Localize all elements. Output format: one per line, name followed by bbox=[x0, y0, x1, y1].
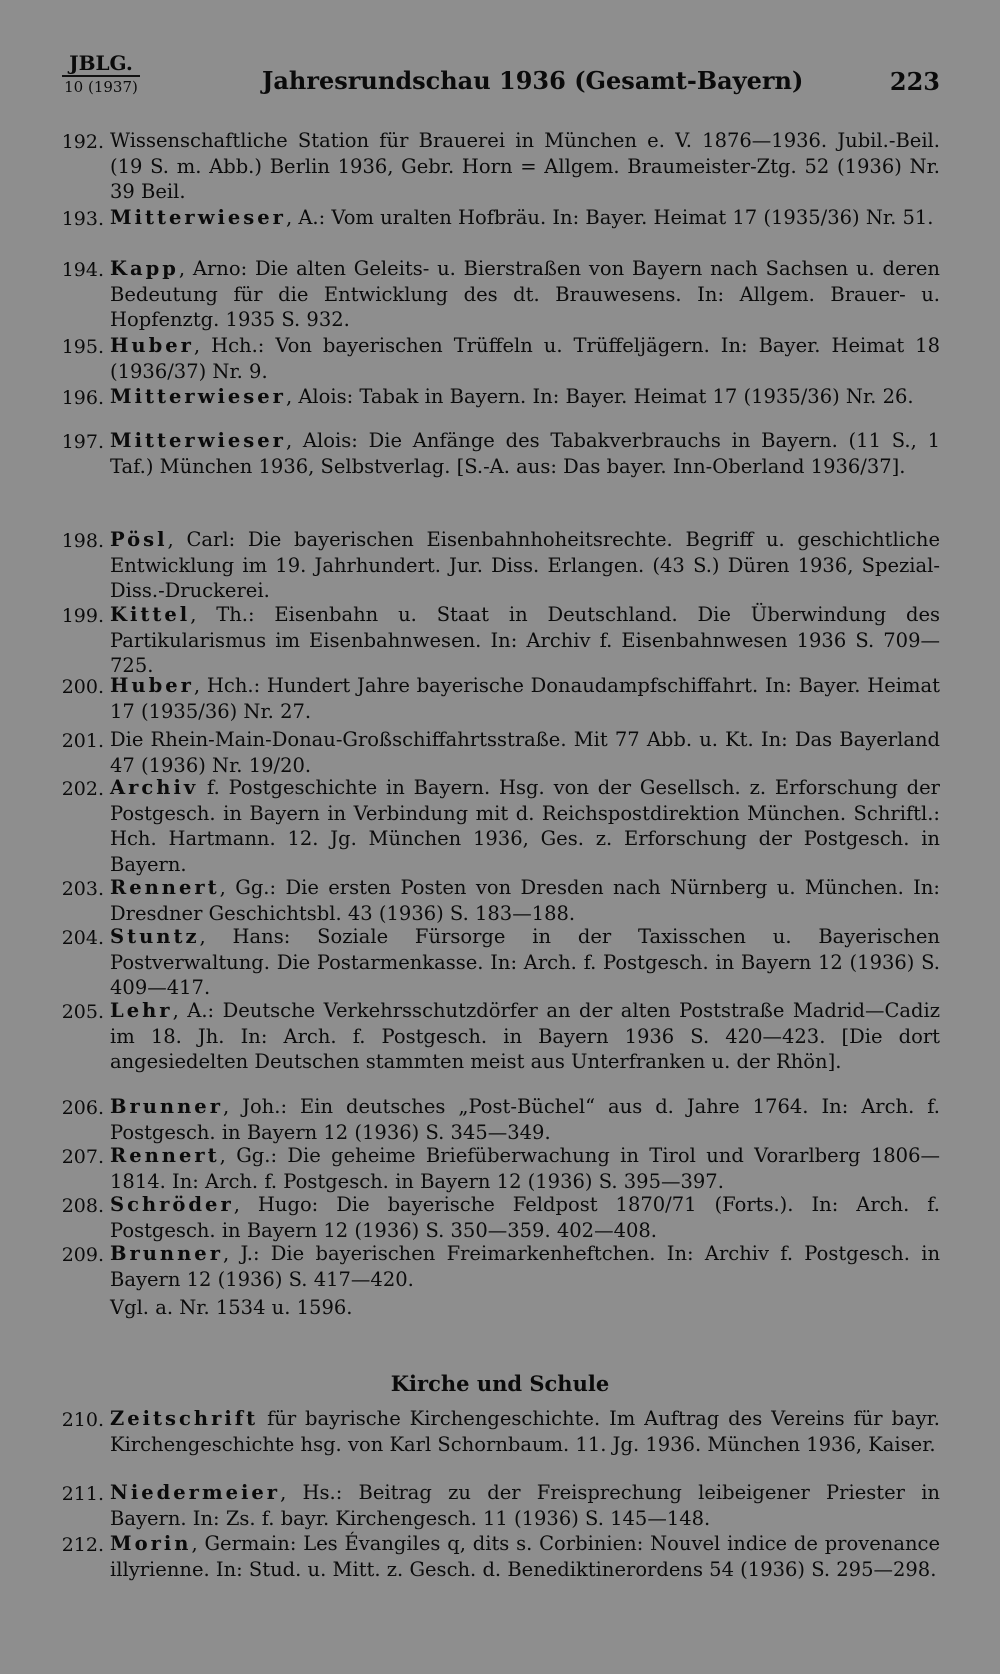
entry-number: 209. bbox=[61, 1244, 104, 1266]
entry-text: , Th.: Eisenbahn u. Staat in Deutschland. Die Überwindung des Partikularismus im Eisenbahnwesen. In: Archiv f. Eisenbahnwesen 1936 S. 709—725. bbox=[110, 603, 940, 678]
bibliography-entry bbox=[0, 1094, 1000, 1145]
entry-text: , A.: Deutsche Verkehrsschutzdörfer an der alten Poststraße Madrid—Cadiz im 18. Jh. In: Arch. f. Postgesch. in Bayern 1936 S. 420—423. [Die dort angesiedelten Deutschen stammten meist aus Unterfranken u. der Rhön]. bbox=[110, 999, 940, 1074]
bibliography-entry bbox=[0, 924, 1000, 1001]
cross-reference: Vgl. a. Nr. 1534 u. 1596. bbox=[110, 1296, 353, 1319]
entry-author: Lehr bbox=[110, 999, 173, 1022]
entry-text: Die Rhein-Main-Donau-Großschiffahrtsstraße. Mit 77 Abb. u. Kt. In: Das Bayerland 47 (1936) Nr. 19/20. bbox=[110, 728, 940, 777]
bibliography-entry bbox=[0, 727, 1000, 778]
entry-text: , Alois: Tabak in Bayern. In: Bayer. Heimat 17 (1935/36) Nr. 26. bbox=[285, 385, 914, 408]
entry-number: 192. bbox=[61, 131, 104, 153]
entry-author: Brunner bbox=[110, 1242, 223, 1265]
bibliography-entry bbox=[0, 128, 1000, 205]
running-title: Jahresrundschau 1936 (Gesamt-Bayern) bbox=[262, 66, 804, 95]
entry-number: 212. bbox=[61, 1534, 104, 1556]
entry-text: , Joh.: Ein deutsches „Post-Büchel“ aus d. Jahre 1764. In: Arch. f. Postgesch. in Bayern 12 (1936) S. 345—349. bbox=[110, 1095, 940, 1144]
entry-number: 204. bbox=[61, 927, 104, 949]
journal-abbreviation: JBLG. bbox=[62, 52, 140, 77]
bibliography-entry bbox=[0, 384, 1000, 410]
entry-text: für bayrische Kirchengeschichte. Im Auftrag des Vereins für bayr. Kirchengeschichte hsg. von Karl Schornbaum. 11. Jg. 1936. München 1936, Kaiser. bbox=[110, 1407, 940, 1456]
bibliography-entry bbox=[0, 775, 1000, 877]
bibliography-entry bbox=[0, 1406, 1000, 1457]
entry-text: , Hch.: Hundert Jahre bayerische Donaudampfschiffahrt. In: Bayer. Heimat 17 (1935/36) Nr. 27. bbox=[110, 674, 940, 723]
entry-author: Kittel bbox=[110, 603, 191, 626]
entry-number: 202. bbox=[61, 778, 104, 800]
bibliography-entry bbox=[0, 1531, 1000, 1582]
entry-text: , Gg.: Die geheime Briefüberwachung in Tirol und Vorarlberg 1806—1814. In: Arch. f. Postgesch. in Bayern 12 (1936) S. 395—397. bbox=[110, 1144, 940, 1193]
entry-text: , A.: Vom uralten Hofbräu. In: Bayer. Heimat 17 (1935/36) Nr. 51. bbox=[285, 206, 934, 229]
bibliography-entry bbox=[0, 1241, 1000, 1292]
bibliography-entry bbox=[0, 602, 1000, 679]
bibliography-entry bbox=[0, 998, 1000, 1075]
entry-author: Zeitschrift bbox=[110, 1407, 259, 1430]
bibliography-entry bbox=[0, 256, 1000, 333]
entry-number: 208. bbox=[61, 1195, 104, 1217]
entry-author: Mitterwieser bbox=[110, 206, 286, 229]
entry-number: 205. bbox=[61, 1001, 104, 1023]
journal-abbreviation-block bbox=[62, 52, 140, 97]
entry-author: Archiv bbox=[110, 776, 199, 799]
entry-number: 211. bbox=[61, 1483, 104, 1505]
entry-author: Rennert bbox=[110, 876, 220, 899]
bibliography-entry bbox=[0, 673, 1000, 724]
bibliography-entry bbox=[0, 333, 1000, 384]
entry-text: f. Postgeschichte in Bayern. Hsg. von der Gesellsch. z. Erforschung der Postgesch. in Bayern in Verbindung mit d. Reichspostdirektion München. Schriftl.: Hch. Hartmann. 12. Jg. München 1936, Ges. z. Erforschung der Postgesch. in Bayern. bbox=[110, 776, 940, 876]
bibliography-entry bbox=[0, 875, 1000, 926]
entry-author: Stuntz bbox=[110, 925, 200, 948]
entry-author: Schröder bbox=[110, 1193, 234, 1216]
entry-author: Mitterwieser bbox=[110, 385, 286, 408]
entry-number: 201. bbox=[61, 730, 104, 752]
bibliography-entry bbox=[0, 1192, 1000, 1243]
entry-number: 199. bbox=[61, 605, 104, 627]
entry-text: , Carl: Die bayerischen Eisenbahnhoheitsrechte. Begriff u. geschichtliche Entwicklung im 19. Jahrhundert. Jur. Diss. Erlangen. (43 S.) Düren 1936, Spezial-Diss.-Druckerei. bbox=[110, 528, 940, 603]
journal-volume-date: 10 (1937) bbox=[64, 78, 138, 96]
entry-text: , Hugo: Die bayerische Feldpost 1870/71 (Forts.). In: Arch. f. Postgesch. in Bayern 12 (1936) S. 350—359. 402—408. bbox=[110, 1193, 940, 1242]
entry-text: , Hs.: Beitrag zu der Freisprechung leibeigener Priester in Bayern. In: Zs. f. bayr. Kirchengesch. 11 (1936) S. 145—148. bbox=[110, 1481, 940, 1530]
entry-number: 210. bbox=[61, 1409, 104, 1431]
entry-text: , Hans: Soziale Fürsorge in der Taxisschen u. Bayerischen Postverwaltung. Die Postarmenkasse. In: Arch. f. Postgesch. in Bayern 12 (1936) S. 409—417. bbox=[110, 925, 940, 1000]
entry-number: 200. bbox=[61, 676, 104, 698]
entry-text: , Arno: Die alten Geleits- u. Bierstraßen von Bayern nach Sachsen u. deren Bedeutung für die Entwicklung des dt. Brauwesens. In: Allgem. Brauer- u. Hopfenztg. 1935 S. 932. bbox=[110, 257, 940, 332]
bibliography-entry bbox=[0, 1143, 1000, 1194]
entry-number: 193. bbox=[61, 208, 104, 230]
entry-text: , Gg.: Die ersten Posten von Dresden nach Nürnberg u. München. In: Dresdner Geschichtsbl. 43 (1936) S. 183—188. bbox=[110, 876, 940, 925]
bibliography-entry bbox=[0, 205, 1000, 231]
entry-text: Wissenschaftliche Station für Brauerei in München e. V. 1876—1936. Jubil.-Beil. (19 S. m. Abb.) Berlin 1936, Gebr. Horn = Allgem. Braumeister-Ztg. 52 (1936) Nr. 39 Beil. bbox=[110, 129, 940, 204]
entry-author: Rennert bbox=[110, 1144, 220, 1167]
entry-text: , Germain: Les Évangiles q, dits s. Corbinien: Nouvel indice de provenance illyrienne. In: Stud. u. Mitt. z. Gesch. d. Benediktinerordens 54 (1936) S. 295—298. bbox=[110, 1532, 940, 1581]
entry-author: Huber bbox=[110, 334, 194, 357]
entry-text: , J.: Die bayerischen Freimarkenheftchen. In: Archiv f. Postgesch. in Bayern 12 (1936) S. 417—420. bbox=[110, 1242, 940, 1291]
entry-number: 195. bbox=[61, 336, 104, 358]
bibliography-entry bbox=[0, 428, 1000, 479]
bibliography-entry bbox=[0, 527, 1000, 604]
entry-number: 207. bbox=[61, 1146, 104, 1168]
entry-number: 196. bbox=[61, 387, 104, 409]
entry-number: 206. bbox=[61, 1097, 104, 1119]
entry-author: Pösl bbox=[110, 528, 168, 551]
entry-number: 203. bbox=[61, 878, 104, 900]
entry-author: Niedermeier bbox=[110, 1481, 281, 1504]
entry-author: Morin bbox=[110, 1532, 192, 1555]
entry-text: , Alois: Die Anfänge des Tabakverbrauchs in Bayern. (11 S., 1 Taf.) München 1936, Selbstverlag. [S.-A. aus: Das bayer. Inn-Oberland 1936/37]. bbox=[110, 429, 940, 478]
entry-number: 197. bbox=[61, 431, 104, 453]
entry-author: Mitterwieser bbox=[110, 429, 286, 452]
entry-author: Huber bbox=[110, 674, 194, 697]
page-number: 223 bbox=[889, 67, 940, 96]
section-heading: Kirche und Schule bbox=[390, 1371, 610, 1396]
entry-number: 194. bbox=[61, 259, 104, 281]
entry-text: , Hch.: Von bayerischen Trüffeln u. Trüffeljägern. In: Bayer. Heimat 18 (1936/37) Nr. 9. bbox=[110, 334, 940, 383]
bibliography-entry bbox=[0, 1480, 1000, 1531]
entry-number: 198. bbox=[61, 530, 104, 552]
entry-author: Brunner bbox=[110, 1095, 223, 1118]
entry-author: Kapp bbox=[110, 257, 179, 280]
